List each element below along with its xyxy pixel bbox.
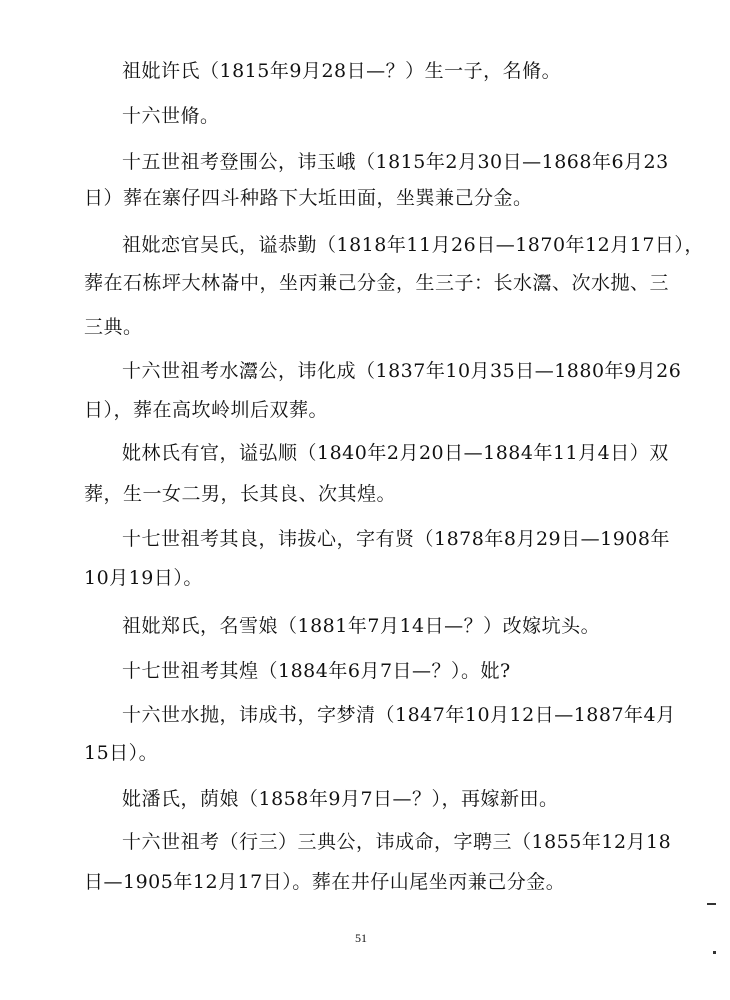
text-line: 三典。 [84, 316, 143, 338]
text-line: 15日）。 [84, 742, 159, 764]
text-line: 日）葬在寨仔四斗种路下大坵田面，坐巽兼己分金。 [84, 187, 533, 209]
text-line: 十六世祖考水灊公，讳化成（1837年10月35日—1880年9月26 [122, 360, 682, 382]
text-line: 妣潘氏，荫娘（1858年9月7日—？），再嫁新田。 [122, 788, 559, 810]
text-line: 日），葬在高坎岭圳后双葬。 [84, 399, 329, 421]
scan-speck [707, 903, 716, 905]
text-line: 祖妣许氏（1815年9月28日—？）生一子，名脩。 [122, 60, 562, 82]
text-line: 十六世祖考（行三）三典公，讳成命，字聘三（1855年12月18 [122, 831, 672, 853]
text-line: 祖妣恋官吴氏，谥恭勤（1818年11月26日—1870年12月17日）， [122, 234, 704, 256]
page-number: 51 [355, 931, 367, 945]
text-line: 十六世水抛，讳成书，字梦清（1847年10月12日—1887年4月 [122, 704, 676, 726]
text-line: 十五世祖考登围公，讳玉峨（1815年2月30日—1868年6月23 [122, 151, 669, 173]
text-line: 十七世祖考其良，讳拔心，字有贤（1878年8月29日—1908年 [122, 528, 670, 550]
text-line: 祖妣郑氏，名雪娘（1881年7月14日—？）改嫁坑头。 [122, 615, 601, 637]
text-line: 10月19日）。 [84, 567, 203, 589]
text-line: 十六世脩。 [122, 105, 220, 127]
text-line: 葬，生一女二男，长其良、次其煌。 [84, 483, 397, 505]
text-line: 十七世祖考其煌（1884年6月7日—？）。妣? [122, 660, 511, 682]
text-line: 妣林氏有官，谥弘顺（1840年2月20日—1884年11月4日）双 [122, 442, 669, 464]
text-line: 日—1905年12月17日）。葬在井仔山尾坐丙兼己分金。 [84, 871, 566, 893]
scan-speck [713, 951, 716, 954]
text-line: 葬在石栋坪大林崙中，坐丙兼己分金，生三子：长水灊、次水抛、三 [84, 272, 670, 294]
